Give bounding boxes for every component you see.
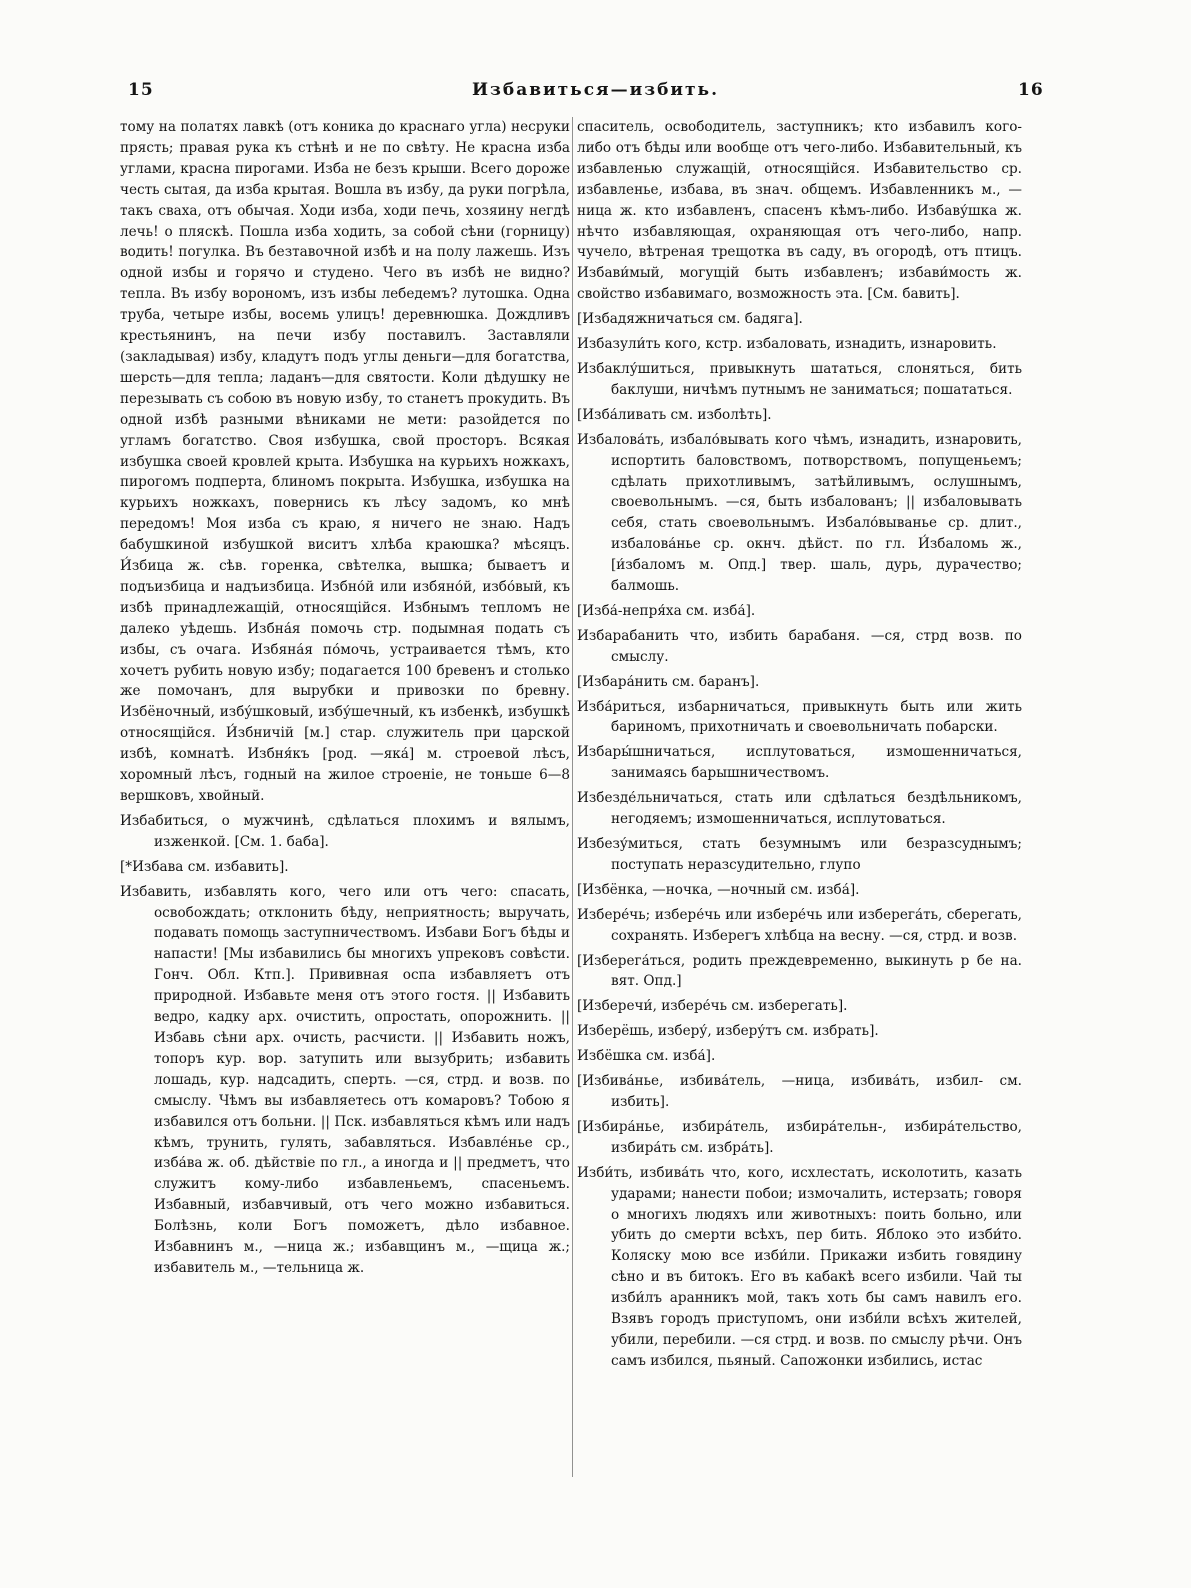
entry-izbaritsya: Изба́риться, избарничаться, привыкнуть быть или жить бариномъ, прихотничать и своевольничать побарски. xyxy=(577,698,1022,736)
entry-izberechi: [Изберечи́, избере́чь см. изберегать]. xyxy=(577,998,848,1015)
entry-izbazulit: Избазули́ть кого, кстр. избаловать, изнадить, изнаровить. xyxy=(577,336,997,353)
entry-izbalivat: [Изба́ливать см. изболѣть]. xyxy=(577,406,772,423)
entry-izbavit: Избавить, избавлять кого, чего или отъ чего: спасать, освобождать; отклонить бѣду, неприятность; выручать, подавать помощь заступничествомъ. Избави Богъ бѣды и напасти! [Мы избавились бы многихъ упрековъ совѣсти. Гонч. Обл. Ктп.]. Прививная оспа избавляетъ отъ природной. Избавьте меня отъ этого гостя. || Избавить ведро, кадку арх. очистить, опростать, опорожнить. || Избавь сѣни арх. очисть, расчисти. || Избавить ножъ, топоръ кур. вор. затупить или вызубрить; избавить лошадь, кур. надсадить, сперть. —ся, стрд. и возв. по смыслу. Чѣмъ вы избавляетесь отъ комаровъ? Тобою я избавился отъ больни. || Пск. избавляться кѣмъ или надъ кѣмъ, трунить, гулять, забавляться. Избавле́нье ср., изба́ва ж. об. дѣйствіе по гл., а иногда и || предметъ, что служитъ кому-либо избавленьемъ, спасеньемъ. Избавный, избавчивый, отъ чего можно избавиться. Болѣзнь, коли Богъ поможетъ, дѣло избавное. Избавнинъ м., —ница ж.; избавщинъ м., —щица ж.; избавитель м., —тельница ж. xyxy=(120,883,570,1276)
entry-izbadyazhnichatsya: [Избадяжничаться см. бадяга]. xyxy=(577,311,803,328)
entry-izbarabanit: Избарабанить что, избить барабаня. —ся, стрд возв. по смыслу. xyxy=(577,627,1022,665)
page-number-right: 16 xyxy=(1018,80,1044,100)
entry-izbyonka: [Избёнка, —ночка, —ночный см. изба́]. xyxy=(577,881,860,898)
entry-izbalovat: Избалова́ть, избало́вывать кого чѣмъ, изнадить, изнаровить, испортить баловствомъ, потворствомъ, попущеньемъ; сдѣлать прихотливымъ, затѣйливымъ, ослушнымъ, своевольнымъ. —ся, быть избалованъ; || избаловывать себя, стать своевольнымъ. Избало́выванье ср. длит., избалова́нье ср. окнч. дѣйст. по гл. И́збаломь ж., [и́збаломъ м. Опд.] твер. шаль, дурь, дурачество; балмошь. xyxy=(577,431,1022,595)
entry-izberegatsya: [Изберега́ться, родить преждевременно, выкинуть р бе на. вят. Опд.] xyxy=(577,952,1022,990)
entry-izbyoshka: Избёшка см. изба́]. xyxy=(577,1048,716,1065)
entry-izbit: Изби́ть, избива́ть что, кого, исхлестать, исколотить, казать ударами; нанести побои; измочалить, истерзать; говоря о многихъ людяхъ или животныхъ: поить больно, или убить до смерти всѣхъ, пер бить. Яблоко это изби́то. Коляску мою все изби́ли. Прикажи избить говядину сѣно и въ битокъ. Его въ кабакѣ всего избили. Чай ты изби́лъ аранникъ мой, такъ хоть бы самъ навилъ его. Взявъ городъ приступомъ, они изби́ли всѣхъ жителей, убили, перебили. —ся стрд. и возв. по смыслу рѣчи. Онъ самъ избился, пьяный. Сапожонки избились, истас xyxy=(577,1164,1022,1369)
entry-izberyosh: Изберёшь, изберу́, изберу́тъ см. избрать]. xyxy=(577,1023,879,1040)
entry-izbivanye: [Избива́нье, избива́тель, —ница, избива́ть, избил- см. избить]. xyxy=(577,1073,1022,1110)
right-para-continuation: спаситель, освободитель, заступникъ; кто избавилъ кого-либо отъ бѣды или вообще отъ чего-либо. Избавительный, къ избавленью служащій, относящійся. Избавительство ср. избавленье, избава, въ знач. общемъ. Избавленникъ м., —ница ж. кто избавленъ, спасенъ кѣмъ-либо. Избаву́шка ж. нѣчто избавляющая, охраняющая отъ чего-либо, напр. чучело, вѣтреная трещотка въ саду, въ огородѣ, отъ птицъ. Избави́мый, могущій быть избавленъ; избави́мость ж. свойство избавимаго, возможность эта. [См. бавить]. xyxy=(577,119,1022,303)
entry-izberech: Избере́чь; избере́чь или избере́чь или изберега́ть, сберегать, сохранять. Изберегъ хлѣбца на весну. —ся, стрд. и возв. xyxy=(577,906,1022,944)
entry-izbezdelnichatsya: Избезде́льничаться, стать или сдѣлаться бездѣльникомъ, негодяемъ; измошенничаться, исплутоваться. xyxy=(577,790,1022,828)
page-number-left: 15 xyxy=(128,80,154,100)
entry-izba-nepryakha: [Изба́-непря́ха см. изба́]. xyxy=(577,602,756,619)
entry-izbaryshnichatsya: Избары́шничаться, исплутоваться, измошенничаться, занимаясь барышничествомъ. xyxy=(577,744,1022,782)
entry-izbabitsya: Избабиться, о мужчинѣ, сдѣлаться плохимъ и вялымъ, изженкой. [См. 1. баба]. xyxy=(120,812,570,850)
column-rule xyxy=(572,117,573,1477)
left-para-continuation: тому на полатях лавкѣ (отъ коника до краснаго угла) неcруки прясть; правая рука къ стѣнѣ и не по свѣту. Не красна изба углами, красна пирогами. Изба не безъ крыши. Всего дороже честь сытая, да изба крытая. Вошла въ избу, да руки погрѣла, такъ свахa, отъ обычая. Ходи изба, ходи печь, хозяину негдѣ лечь! о пляскѣ. Пошла изба ходить, за собой сѣни (горницу) водить! погулка. Въ безтавочной избѣ и на полу лажешь. Изъ одной избы и горячо и студено. Чего въ избѣ не видно? тепла. Въ избу ворономъ, изъ избы лебедемъ? лутошка. Одна труба, четыре избы, восемь улицъ! деревнюшка. Дождливъ крестьянинъ, на печи избу поставилъ. Заставляли (закладывая) избу, кладутъ подъ углы деньги—для богатства, шерсть—для тепла; ладанъ—для святости. Коли дѣдушку не перезывать съ собою въ новую избу, то станетъ прокудить. Въ одной избѣ разными вѣниками не мети: разойдется по угламъ богатство. Своя избушка, свой просторъ. Всякая избушка своей кровлей крыта. Избушка на курьихъ ножкахъ, пирогомъ подперта, блиномъ покрыта. Избушка, избушка на курьихъ ножкахъ, повернись къ лѣсу задомъ, ко мнѣ передомъ! Моя изба съ краю, я ничего не знаю. Надъ бабушкиной избушкой виситъ хлѣба краюшка? мѣсяцъ. И́збица ж. сѣв. горенка, свѣтелка, вышка; бываетъ и подъизбица и надъизбица. Избно́й или избяно́й, избо́вый, къ избѣ принадлежащій, относящійся. Избнымъ тепломъ не далеко уѣдешь. Избна́я помочь стр. подымная подать съ избы, съ очага. Избяна́я по́мочь, устраивается тѣмъ, кто хочетъ рубить новую избу; подагается 100 бревенъ и столько же помочанъ, для вырубки и привозки по бревну. Избёночный, избу́шковый, избу́шечный, къ избенкѣ, избушкѣ относящійся. И́збничій [м.] стар. служитель при царской избѣ, комнатѣ. Избня́къ [род. —яка́] м. строевой лѣсъ, хоромный лѣсъ, годный на жилое строеніе, не тоньше 6—8 вершковъ, хвойный. xyxy=(120,119,570,804)
entry-izbezumitsya: Избезу́миться, стать безумнымъ или безразсуднымъ; поступать неразсудительно, глупо xyxy=(577,836,1022,873)
entry-izbaranit: [Избара́нить см. баранъ]. xyxy=(577,673,760,690)
entry-izbava: [*Избава см. избавить]. xyxy=(120,858,289,875)
running-head: Избавиться—избить. xyxy=(471,80,720,100)
right-column xyxy=(577,117,1022,1376)
entry-izbaklushitsya: Избаклу́шиться, привыкнуть шататься, слоняться, бить баклуши, ничѣмъ путнымъ не заниматься; пошататься. xyxy=(577,360,1022,398)
entry-izbiranye: [Избира́нье, избира́тель, избира́тельн-, избира́тельство, избира́ть см. избра́ть]. xyxy=(577,1118,1022,1156)
left-column xyxy=(120,117,570,1283)
